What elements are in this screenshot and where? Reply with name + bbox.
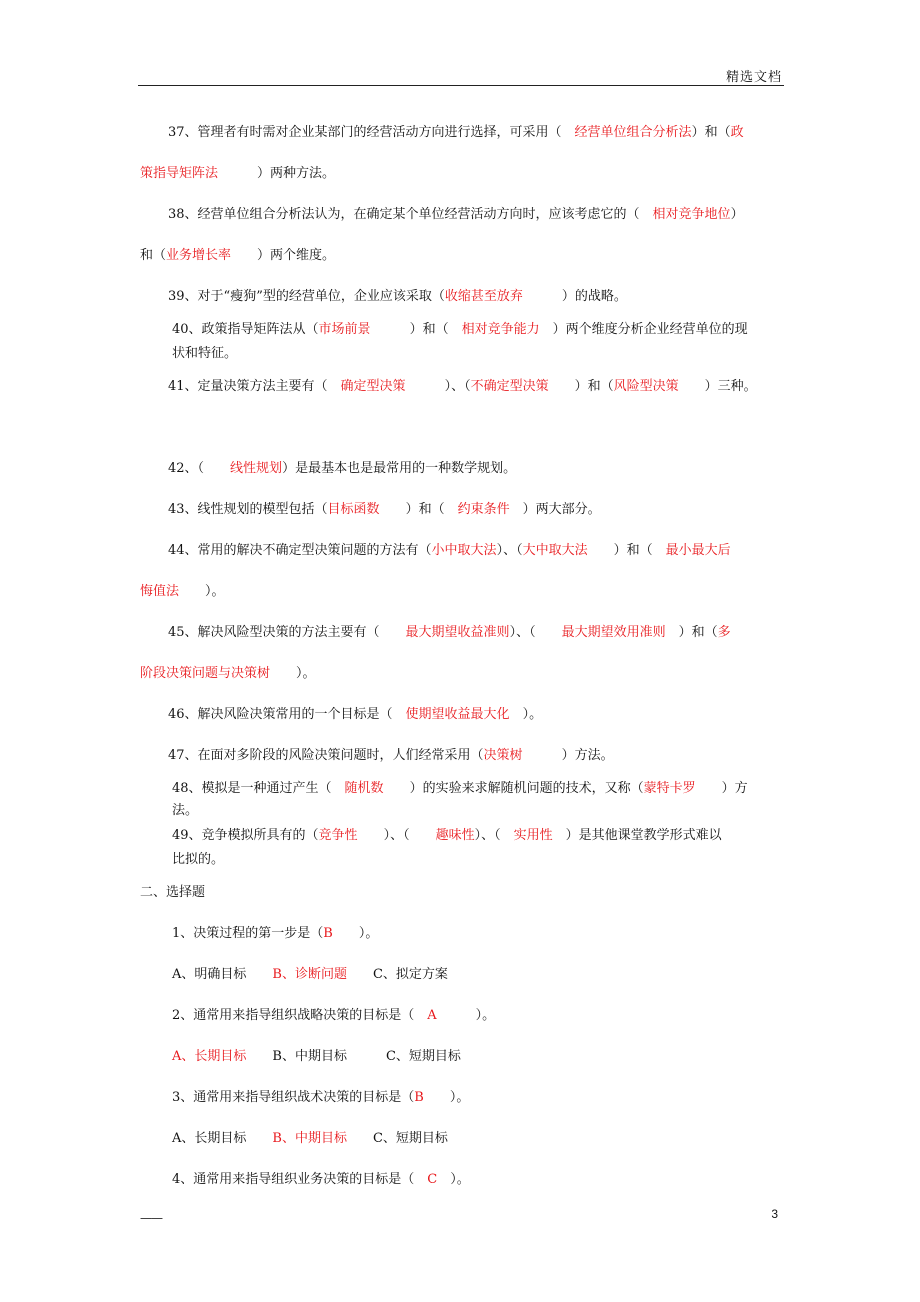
answer-text: 随机数 — [344, 781, 410, 796]
question-text: A、明确目标 — [172, 967, 273, 982]
text-line — [140, 884, 205, 902]
answer-text: 使期望收益最大化 — [405, 707, 510, 722]
question-text: ）、（ — [509, 625, 562, 640]
question-text: 42、（ — [168, 461, 231, 476]
question-text: 二、选择题 — [140, 885, 206, 900]
answer-text: 市场前景 — [318, 322, 410, 337]
question-text: ）两大部分。 — [509, 502, 601, 517]
answer-text: 目标函数 — [327, 502, 406, 517]
answer-text: 约束条件 — [457, 502, 510, 517]
answer-text: 策指导矩阵法 — [140, 166, 258, 181]
question-text: ）的实验来求解随机问题的技术，又称（ — [409, 781, 644, 796]
page-header-title: 精选文档 — [725, 70, 782, 85]
answer-text: 相对竞争地位 — [652, 207, 731, 222]
question-text: ）两个维度分析企业经营单位的现 — [539, 322, 748, 337]
page-number: 3 — [771, 1207, 778, 1221]
answer-text: 小中取大法 — [431, 543, 497, 558]
text-line — [172, 925, 378, 943]
answer-text: 确定型决策 — [340, 379, 445, 394]
text-line — [172, 345, 237, 363]
question-text: 1、决策过程的第一步是（ — [172, 926, 324, 941]
question-text: ）两种方法。 — [257, 166, 336, 181]
question-text: 43、线性规划的模型包括（ — [168, 502, 328, 517]
text-line — [140, 165, 335, 183]
question-text: 状和特征。 — [172, 346, 238, 361]
answer-text: 阶段决策问题与决策树 — [140, 666, 297, 681]
question-text: 40、政策指导矩阵法从（ — [172, 322, 319, 337]
question-text: ）。 — [450, 1172, 470, 1187]
text-line — [172, 1089, 469, 1107]
answer-text: 决策树 — [483, 748, 562, 763]
text-line — [168, 747, 614, 765]
answer-text: 竞争性 — [318, 828, 384, 843]
question-text: 41、定量决策方法主要有（ — [168, 379, 341, 394]
text-line — [172, 1007, 495, 1025]
question-text: 46、解决风险决策常用的一个目标是（ — [168, 707, 406, 722]
answer-text: 业务增长率 — [166, 248, 258, 263]
question-text: 44、常用的解决不确定型决策问题的方法有（ — [168, 543, 432, 558]
answer-text: 最小最大后 — [665, 543, 731, 558]
text-line — [172, 802, 198, 820]
question-text: 49、竞争模拟所具有的（ — [172, 828, 319, 843]
question-text: 和（ — [140, 248, 167, 263]
question-text: ）。 — [475, 1008, 496, 1023]
text-line — [172, 851, 224, 869]
question-text: ）是最基本也是最常用的一种数学规划。 — [282, 461, 517, 476]
answer-text: 悔值法 — [140, 584, 206, 599]
answer-text: A — [427, 1008, 476, 1023]
question-text: 38、经营单位组合分析法认为，在确定某个单位经营活动方向时，应该考虑它的（ — [168, 207, 653, 222]
question-text: 比拟的。 — [172, 852, 225, 867]
text-line — [168, 378, 757, 396]
question-text: 48、模拟是一种通过产生（ — [172, 781, 345, 796]
answer-text: 线性规划 — [230, 461, 283, 476]
answer-text: 最大期望收益准则 — [405, 625, 510, 640]
answer-text: 大中取大法 — [522, 543, 614, 558]
question-text: ） — [730, 207, 744, 222]
question-text: ）、（ — [474, 828, 514, 843]
text-line — [168, 288, 627, 306]
question-text: ）方 — [721, 781, 748, 796]
answer-text: 趣味性 — [435, 828, 475, 843]
answer-text: 最大期望效用准则 — [561, 625, 666, 640]
answer-text: C — [427, 1172, 451, 1187]
question-text: C、短期目标 — [372, 1131, 448, 1146]
text-line — [168, 624, 731, 642]
question-text: ）是其他课堂教学形式难以 — [552, 828, 722, 843]
text-line — [168, 460, 516, 478]
question-text: 3、通常用来指导组织战术决策的目标是（ — [172, 1090, 415, 1105]
text-line — [168, 206, 744, 224]
question-text: 37、管理者有时需对企业某部门的经营活动方向进行选择，可采用（ — [168, 125, 575, 140]
text-line — [168, 124, 744, 142]
question-text: ）。 — [509, 707, 543, 722]
text-line — [140, 583, 225, 601]
answer-text: 政 — [730, 125, 744, 140]
question-text: ）两个维度。 — [257, 248, 336, 263]
text-line — [140, 247, 335, 265]
answer-text: 风险型决策 — [613, 379, 705, 394]
text-line — [140, 665, 316, 683]
text-line — [168, 501, 601, 519]
question-text: ）和（ — [691, 125, 731, 140]
text-line — [172, 827, 722, 845]
answer-text: B、中期目标 — [272, 1131, 373, 1146]
answer-text: A、长期目标 — [172, 1049, 273, 1064]
question-text: 39、对于“瘦狗”型的经营单位，企业应该采取（ — [168, 289, 445, 304]
text-line — [172, 1048, 461, 1066]
text-line — [172, 1171, 470, 1189]
question-text: ）。 — [296, 666, 316, 681]
answer-text: 实用性 — [513, 828, 553, 843]
answer-text: 收缩甚至放弃 — [444, 289, 562, 304]
answer-text: 多 — [717, 625, 731, 640]
question-text: ）和（ — [409, 322, 462, 337]
answer-text: B — [323, 926, 359, 941]
text-line — [172, 780, 748, 798]
question-text: A、长期目标 — [172, 1131, 273, 1146]
answer-text: 相对竞争能力 — [461, 322, 540, 337]
question-text: ）、（ — [444, 379, 471, 394]
question-text: C、拟定方案 — [372, 967, 448, 982]
question-text: ）和（ — [613, 543, 666, 558]
text-line — [172, 966, 448, 984]
question-text: 2、通常用来指导组织战略决策的目标是（ — [172, 1008, 428, 1023]
answer-text: B — [414, 1090, 450, 1105]
answer-text: B、诊断问题 — [272, 967, 373, 982]
answer-text: 蒙特卡罗 — [643, 781, 722, 796]
question-text: ）三种。 — [704, 379, 757, 394]
question-text: ）和（ — [574, 379, 614, 394]
question-text: ）方法。 — [561, 748, 614, 763]
header-rule — [138, 85, 784, 86]
question-text: ）和（ — [665, 625, 718, 640]
answer-text: 不确定型决策 — [470, 379, 575, 394]
question-text: ）。 — [205, 584, 225, 599]
answer-text: 经营单位组合分析法 — [574, 125, 692, 140]
question-text: ）的战略。 — [561, 289, 627, 304]
question-text: ）和（ — [405, 502, 458, 517]
text-line — [168, 542, 731, 560]
question-text: 4、通常用来指导组织业务决策的目标是（ — [172, 1172, 428, 1187]
question-text: ）。 — [449, 1090, 470, 1105]
question-text: 47、在面对多阶段的风险决策问题时，人们经常采用（ — [168, 748, 484, 763]
question-text: ）、（ — [383, 828, 436, 843]
footer-dash: —— — [140, 1211, 162, 1225]
question-text: 45、解决风险型决策的方法主要有（ — [168, 625, 406, 640]
question-text: ）、（ — [496, 543, 523, 558]
text-line — [172, 321, 748, 339]
question-text: B、中期目标 C、短期目标 — [272, 1049, 461, 1064]
question-text: 法。 — [172, 803, 199, 818]
text-line — [168, 706, 542, 724]
text-line — [172, 1130, 448, 1148]
question-text: ）。 — [358, 926, 379, 941]
